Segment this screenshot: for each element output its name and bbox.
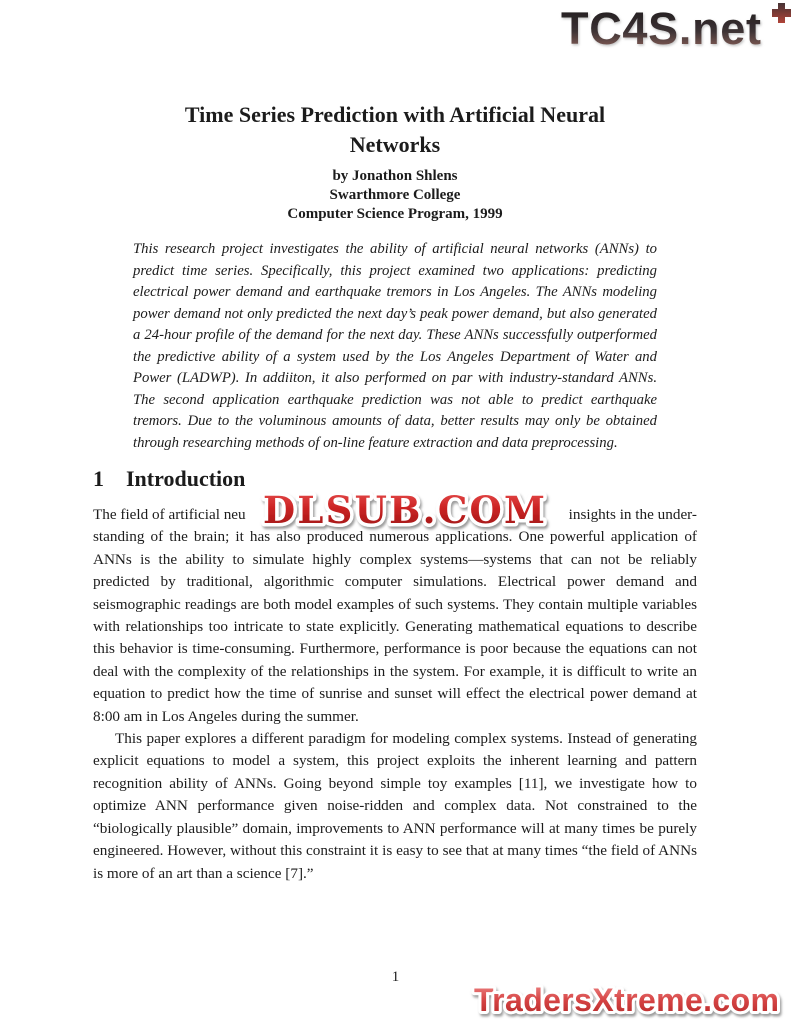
introduction-body [93,504,697,885]
abstract: This research project investigates the ability of artificial neural networks (ANNs) to predict time series. Specifically, this project examined two applications: predicting electrical power demand and earthquake tremors in Los Angeles. The ANNs modeling power demand not only predicted the next day’s peak power demand, but also generated a 24-hour profile of the demand for the next day. These ANNs successfully outperformed the predictive ability of a system used by the Los Angeles Department of Water and Power (LADWP). In addiiton, it also performed on par with industry-standard ANNs. The second application earthquake prediction was not able to predict earthquake tremors. Due to the voluminous amounts of data, better results may only be obtained through researching methods of on-line feature extraction and data preprocessing. [133,241,657,451]
tc4s-watermark-text: TC4S.net [561,3,759,54]
paper-title-line1: Time Series Prediction with Artificial Neural [184,102,606,127]
tradersxtreme-watermark-text: TradersXtreme.com [474,982,778,1018]
section-title: Introduction [126,466,246,491]
intro-paragraph-1: standing of the brain; it has also produced numerous applications. One powerful application of ANNs is the ability to simulate highly complex systems—systems that can not be reliably predicted by traditional, algorithmic computer simulations. Electrical power demand and seismographic readings are both model examples of such systems. They contain multiple variables with relationships too intricate to state explicitly. Generating mathematical equations to describe this behavior is time-consuming. Furthermore, performance is poor because the equations can not deal with the complexity of the relationships in the system. For example, it is difficult to write an equation to predict how the time of sunrise and sunset will effect the electrical power demand at 8:00 am in Los Angeles during the summer. [93,528,697,725]
corner-red-icon [771,2,791,24]
program-line: Computer Science Program, 1999 [287,206,503,222]
watermark-covered-gap [246,504,569,526]
section-heading-introduction [93,466,697,492]
tc4s-watermark [556,2,768,56]
author-block [93,167,697,224]
dlsub-watermark-text: DLSUB.COM [263,488,545,532]
section-number: 1 [93,466,104,491]
page-number: 1 [391,969,400,985]
intro-paragraph-2: This paper explores a different paradigm for modeling complex systems. Instead of generating explicit equations to model a system, this project exploits the inherent learning and pattern recognition ability of ANNs. Going beyond simple toy examples [11], we investigate how to optimize ANN performance given noise-ridden and complex data. Not constrained to the “biologically plausible” domain, improvements to ANN performance will at many times be purely engineered. However, without this constraint it is easy to see that at many times “the field of ANNs is more of an art than a science [7].” [93,730,697,882]
affiliation: Swarthmore College [329,187,461,203]
byline: by Jonathon Shlens [332,168,458,184]
paper-title-line2: Networks [349,132,441,157]
paper-title [93,100,697,160]
intro-first-line [93,504,697,526]
intro-first-line-before: The field of artificial neu [93,506,246,523]
intro-first-line-after: insights in the under- [568,506,697,523]
